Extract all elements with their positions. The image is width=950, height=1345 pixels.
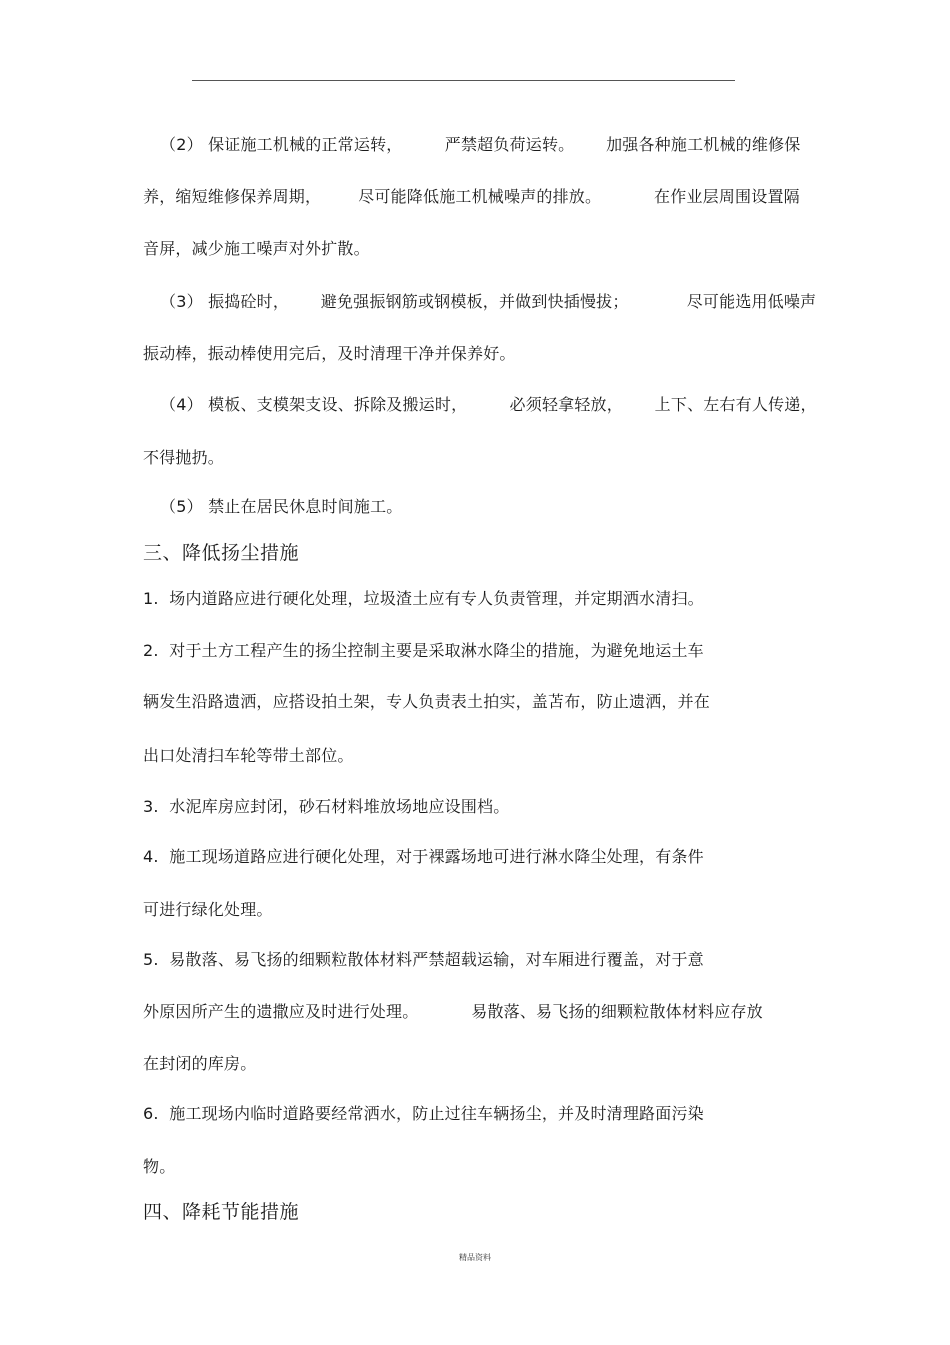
paragraph-line: 养，缩短维修保养周期， 尽可能降低施工机械噪声的排放。 在作业层周围设置隔 <box>143 187 800 206</box>
header-rule <box>192 80 735 81</box>
paragraph-line: 不得抛扔。 <box>143 448 225 467</box>
paragraph-line: 物。 <box>143 1157 176 1176</box>
paragraph-line: 可进行绿化处理。 <box>143 900 273 919</box>
paragraph-line: 5. 易散落、易飞扬的细颗粒散体材料严禁超载运输，对车厢进行覆盖，对于意 <box>143 950 704 969</box>
paragraph-line: 6. 施工现场内临时道路要经常洒水，防止过往车辆扬尘，并及时清理路面污染 <box>143 1104 704 1123</box>
paragraph-line: （3） 振捣砼时， 避免强振钢筋或钢模板，并做到快插慢拔； 尽可能选用低噪声 <box>160 292 817 311</box>
paragraph-line: 振动棒，振动棒使用完后，及时清理干净并保养好。 <box>143 344 516 363</box>
paragraph-line: 4. 施工现场道路应进行硬化处理，对于裸露场地可进行淋水降尘处理，有条件 <box>143 847 704 866</box>
paragraph-line: （5） 禁止在居民休息时间施工。 <box>160 497 403 516</box>
paragraph-line: 出口处清扫车轮等带土部位。 <box>143 746 354 765</box>
paragraph-line: 在封闭的库房。 <box>143 1054 257 1073</box>
paragraph-line: 外原因所产生的遗撒应及时进行处理。 易散落、易飞扬的细颗粒散体材料应存放 <box>143 1002 763 1021</box>
paragraph-line: （4） 模板、支模架支设、拆除及搬运时， 必须轻拿轻放， 上下、左右有人传递， <box>160 395 817 414</box>
paragraph-line: （2） 保证施工机械的正常运转， 严禁超负荷运转。 加强各种施工机械的维修保 <box>160 135 801 154</box>
section-heading: 三、降低扬尘措施 <box>143 542 300 564</box>
paragraph-line: 1. 场内道路应进行硬化处理，垃圾渣土应有专人负责管理，并定期洒水清扫。 <box>143 589 704 608</box>
page-footer: 精品资料 <box>459 1253 491 1262</box>
paragraph-line: 音屏，减少施工噪声对外扩散。 <box>143 239 370 258</box>
paragraph-line: 2. 对于土方工程产生的扬尘控制主要是采取淋水降尘的措施，为避免地运土车 <box>143 641 704 660</box>
section-heading: 四、降耗节能措施 <box>143 1201 300 1223</box>
paragraph-line: 3. 水泥库房应封闭，砂石材料堆放场地应设围档。 <box>143 797 510 816</box>
paragraph-line: 辆发生沿路遗洒，应搭设拍土架，专人负责表土拍实，盖苫布，防止遗洒，并在 <box>143 692 711 711</box>
